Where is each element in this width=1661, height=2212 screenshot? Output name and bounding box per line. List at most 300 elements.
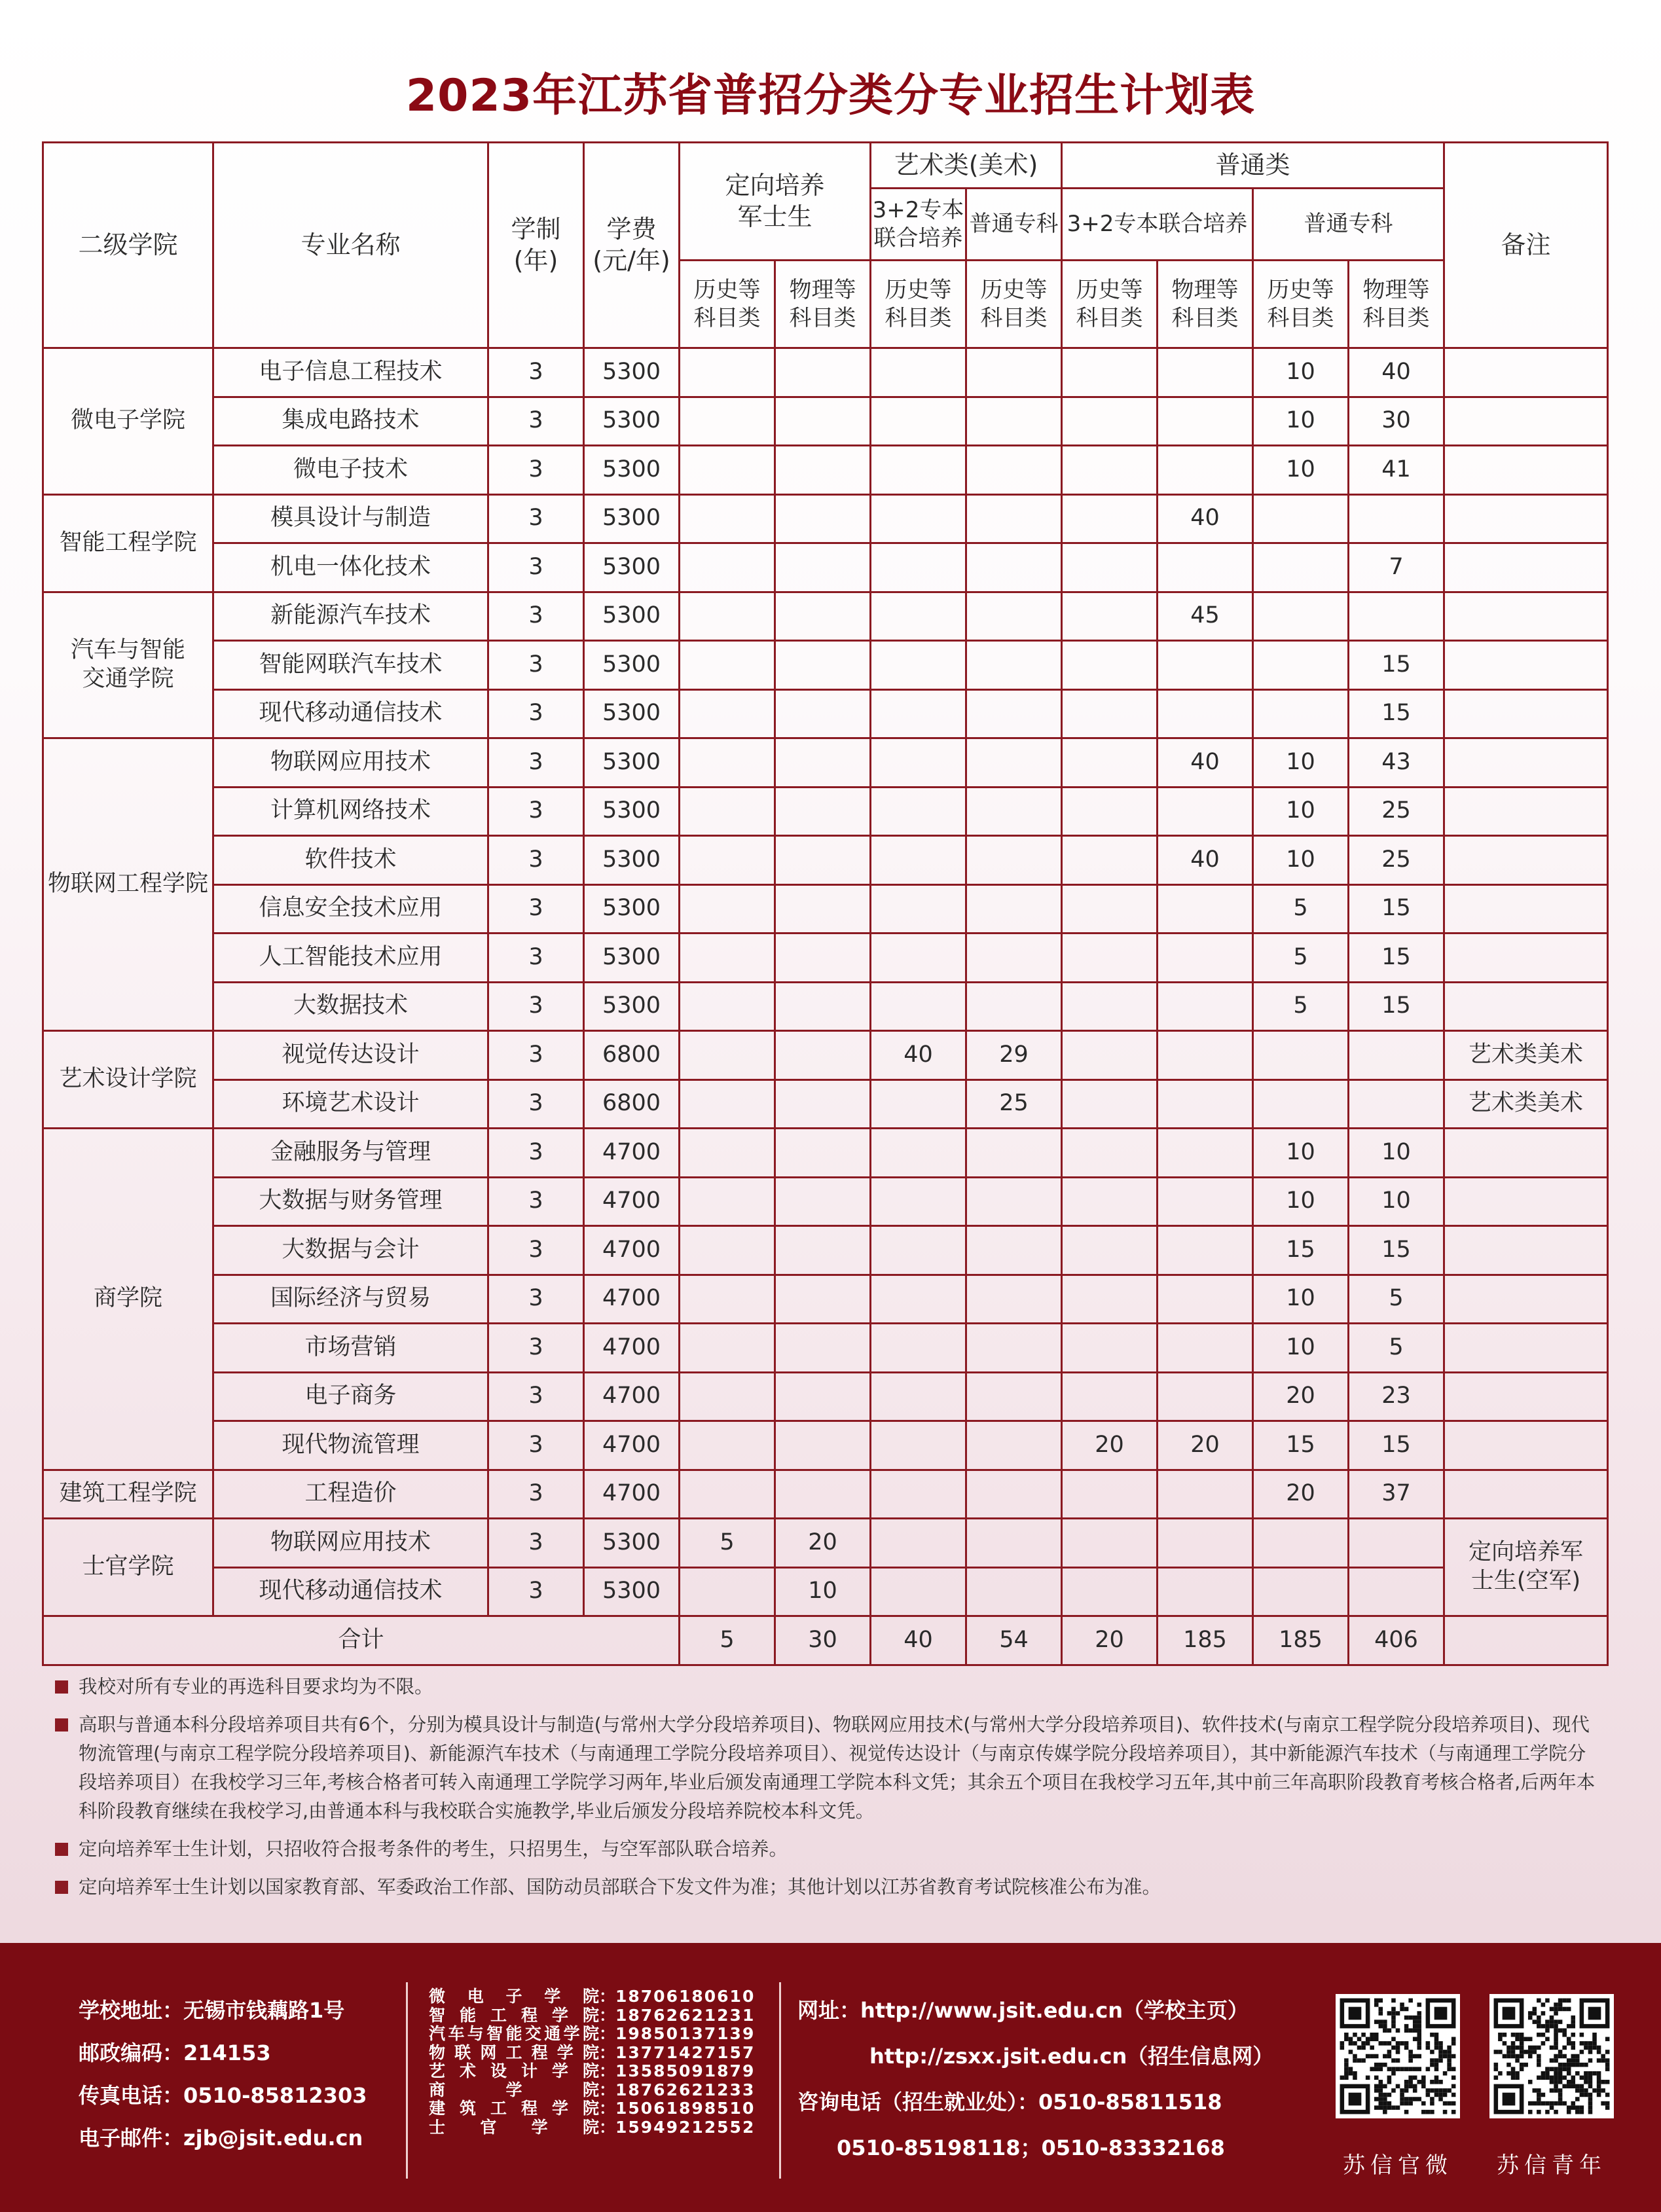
cell-g32h [1062,884,1158,934]
cell-gnh: 10 [1253,1177,1349,1226]
cell-a32h [871,689,966,738]
table-row [43,446,1608,495]
cell-g32p [1158,934,1253,983]
contact-row: 汽车与智能交通学院 ： 19850137139 [429,2024,756,2043]
contact-phone: 13771427157 [615,2042,756,2062]
cell-fee: 5300 [584,1519,680,1568]
cell-fee: 5300 [584,348,680,397]
cell-g32p: 40 [1158,836,1253,885]
note-item: 定向培养军士生计划，只招收符合报考条件的考生，只招男生，与空军部队联合培养。 [52,1835,1604,1864]
cell-years: 3 [488,1031,584,1080]
cell-years: 3 [488,836,584,885]
cell-gnh [1253,592,1349,641]
cell-mh [680,641,775,690]
total-gnp: 406 [1349,1616,1444,1665]
cell-g32h [1062,738,1158,788]
contact-phone: 15949212552 [615,2117,756,2137]
header-physics-subjects: 物理等 科目类 [775,261,871,348]
college-name: 汽车与智能交通学院 [43,592,213,738]
cell-gnp: 25 [1349,787,1444,836]
cell-gnh: 10 [1253,348,1349,397]
cell-g32h [1062,1519,1158,1568]
table-row [43,884,1608,934]
cell-anh [966,1129,1062,1178]
cell-years: 3 [488,1324,584,1373]
cell-fee: 4700 [584,1470,680,1519]
website-main[interactable]: 网址：http://www.jsit.edu.cn（学校主页） [797,1998,1249,2023]
cell-mh [680,1079,775,1129]
cell-mh [680,446,775,495]
contact-college: 物联网工程学院 [429,2042,599,2062]
cell-major: 模具设计与制造 [213,494,488,543]
cell-gnh: 10 [1253,787,1349,836]
cell-g32p [1158,1129,1253,1178]
cell-remark [1444,1372,1608,1421]
cell-g32h [1062,787,1158,836]
cell-years: 3 [488,982,584,1031]
cell-gnp [1349,494,1444,543]
cell-gnh [1253,494,1349,543]
cell-a32h [871,1275,966,1324]
header-history-subjects: 历史等 科目类 [1062,261,1158,348]
cell-remark [1444,641,1608,690]
cell-fee: 5300 [584,738,680,788]
cell-years: 3 [488,1567,584,1616]
cell-g32p [1158,982,1253,1031]
cell-years: 3 [488,397,584,446]
cell-remark [1444,1421,1608,1470]
cell-major: 电子信息工程技术 [213,348,488,397]
cell-gnp: 43 [1349,738,1444,788]
total-row [43,1616,1608,1665]
email[interactable]: 电子邮件：zjb@jsit.edu.cn [79,2126,363,2150]
table-row [43,543,1608,592]
college-name: 艺术设计学院 [43,1031,213,1129]
note-item: 我校对所有专业的再选科目要求均为不限。 [52,1673,1604,1701]
cell-major: 现代物流管理 [213,1421,488,1470]
cell-fee: 5300 [584,397,680,446]
cell-remark: 艺术类美术 [1444,1031,1608,1080]
cell-anh [966,1470,1062,1519]
contact-phone: 13585091879 [615,2061,756,2080]
cell-anh [966,1519,1062,1568]
cell-gnp [1349,592,1444,641]
cell-fee: 4700 [584,1129,680,1178]
cell-a32h [871,1567,966,1616]
qr-code-icon[interactable] [1336,1994,1460,2118]
table-row [43,592,1608,641]
cell-mh [680,934,775,983]
header-college: 二级学院 [43,143,213,348]
website-admissions[interactable]: http://zsxx.jsit.edu.cn（招生信息网） [869,2044,1274,2069]
cell-g32h [1062,982,1158,1031]
cell-g32h [1062,836,1158,885]
cell-anh: 25 [966,1079,1062,1129]
cell-g32p [1158,787,1253,836]
contact-college: 士官学院 [429,2117,599,2137]
header-general-32: 3+2专本联合培养 [1062,189,1253,261]
cell-anh [966,738,1062,788]
cell-remark [1444,446,1608,495]
cell-g32h [1062,494,1158,543]
cell-g32p [1158,884,1253,934]
college-name: 物联网工程学院 [43,738,213,1031]
fax: 传真电话：0510-85812303 [79,2083,367,2108]
cell-g32h [1062,934,1158,983]
table-row [43,738,1608,788]
cell-mp: 10 [775,1567,871,1616]
cell-mh [680,543,775,592]
cell-mh [680,884,775,934]
page-title: 2023年江苏省普招分类分专业招生计划表 [405,70,1256,122]
cell-gnh: 10 [1253,1275,1349,1324]
cell-mh: 5 [680,1519,775,1568]
cell-anh [966,1372,1062,1421]
table-row [43,397,1608,446]
cell-fee: 5300 [584,934,680,983]
cell-remark [1444,1226,1608,1275]
cell-g32p [1158,1567,1253,1616]
cell-fee: 5300 [584,982,680,1031]
cell-a32h [871,738,966,788]
cell-gnh: 15 [1253,1421,1349,1470]
cell-mh [680,1177,775,1226]
table-row [43,1275,1608,1324]
cell-major: 物联网应用技术 [213,1519,488,1568]
cell-anh [966,836,1062,885]
cell-gnp [1349,1079,1444,1129]
cell-g32p [1158,1226,1253,1275]
cell-gnh: 20 [1253,1470,1349,1519]
cell-mp [775,397,871,446]
cell-years: 3 [488,1372,584,1421]
contact-row: 士官学院 ： 15949212552 [429,2117,756,2137]
total-mh: 5 [680,1616,775,1665]
cell-years: 3 [488,738,584,788]
header-art: 艺术类(美术) [871,143,1062,189]
cell-gnh [1253,1567,1349,1616]
cell-a32h [871,1470,966,1519]
cell-g32h [1062,1177,1158,1226]
total-mp: 30 [775,1616,871,1665]
cell-fee: 5300 [584,787,680,836]
cell-anh [966,982,1062,1031]
cell-g32p: 20 [1158,1421,1253,1470]
table-row [43,641,1608,690]
header-general-normal: 普通专科 [1253,189,1444,261]
cell-g32p [1158,1470,1253,1519]
table-row [43,787,1608,836]
cell-a32h [871,446,966,495]
contact-row: 微电子学院 ： 18706180610 [429,1987,756,2006]
cell-gnp [1349,1031,1444,1080]
cell-major: 集成电路技术 [213,397,488,446]
cell-mp [775,982,871,1031]
qr-caption: 苏信青年 [1497,2152,1607,2179]
cell-gnp: 23 [1349,1372,1444,1421]
cell-major: 大数据与会计 [213,1226,488,1275]
cell-remark: 定向培养军士生(空军) [1444,1519,1608,1616]
cell-anh [966,397,1062,446]
cell-anh [966,446,1062,495]
contact-phone: 15061898510 [615,2099,756,2118]
cell-years: 3 [488,1421,584,1470]
cell-gnp: 15 [1349,934,1444,983]
cell-major: 现代移动通信技术 [213,1567,488,1616]
cell-gnp: 15 [1349,982,1444,1031]
contact-phone: 18706180610 [615,1987,756,2006]
divider [406,1982,408,2179]
divider [779,1982,781,2179]
cell-remark [1444,934,1608,983]
cell-years: 3 [488,787,584,836]
cell-g32h [1062,446,1158,495]
table-row [43,1324,1608,1373]
cell-anh [966,1421,1062,1470]
cell-years: 3 [488,543,584,592]
cell-mh [680,738,775,788]
cell-anh [966,1177,1062,1226]
cell-fee: 4700 [584,1177,680,1226]
cell-anh [966,1275,1062,1324]
cell-mp [775,1031,871,1080]
cell-mh [680,1226,775,1275]
contact-college: 艺术设计学院 [429,2061,599,2080]
cell-fee: 5300 [584,446,680,495]
cell-mp [775,836,871,885]
header-art-32: 3+2专本 联合培养 [871,189,966,261]
cell-gnp: 10 [1349,1129,1444,1178]
school-info [79,1994,367,2164]
cell-major: 市场营销 [213,1324,488,1373]
cell-fee: 5300 [584,884,680,934]
cell-anh [966,1324,1062,1373]
college-name: 士官学院 [43,1519,213,1616]
header-fee: 学费 (元/年) [584,143,680,348]
cell-a32h [871,592,966,641]
cell-mp [775,1275,871,1324]
cell-gnp: 25 [1349,836,1444,885]
cell-fee: 5300 [584,689,680,738]
cell-g32h [1062,1275,1158,1324]
header-history-subjects: 历史等 科目类 [966,261,1062,348]
notes-section [52,1673,1604,1911]
cell-major: 信息安全技术应用 [213,884,488,934]
cell-gnh: 10 [1253,738,1349,788]
cell-fee: 6800 [584,1031,680,1080]
cell-a32h [871,884,966,934]
cell-mp [775,689,871,738]
total-gnh: 185 [1253,1616,1349,1665]
contact-college: 汽车与智能交通学院 [429,2024,599,2043]
cell-g32h [1062,1470,1158,1519]
cell-major: 大数据技术 [213,982,488,1031]
cell-a32h [871,836,966,885]
cell-major: 物联网应用技术 [213,738,488,788]
cell-gnp: 10 [1349,1177,1444,1226]
contact-row: 物联网工程学院 ： 13771427157 [429,2042,756,2062]
footer [0,1943,1661,2212]
note-item: 高职与普通本科分段培养项目共有6个，分别为模具设计与制造(与常州大学分段培养项目)、物联网应用技术(与常州大学分段培养项目)、软件技术(与南京工程学院分段培养项目)、现代物流管理(与南京工程学院分段培养项目)、新能源汽车技术（与南通理工学院分段培养项目）、视觉传达设计（与南京传媒学院分段培养项目），其中新能源汽车技术（与南通理工学院分段培养项目）在我校学习三年,考核合格者可转入南通理工学院学习两年,毕业后颁发南通理工学院本科文凭；其余五个项目在我校学习五年,其中前三年高职阶段教育考核合格者,后两年本科阶段教育继续在我校学习,由普通本科与我校联合实施教学,毕业后颁发分段培养院校本科文凭。 [52,1711,1604,1826]
header-remark: 备注 [1444,143,1608,348]
table-row [43,1226,1608,1275]
header-physics-subjects: 物理等 科目类 [1349,261,1444,348]
header-history-subjects: 历史等 科目类 [680,261,775,348]
cell-fee: 5300 [584,1567,680,1616]
cell-g32h [1062,689,1158,738]
cell-anh [966,1226,1062,1275]
header-military: 定向培养 军士生 [680,143,871,261]
cell-gnh [1253,543,1349,592]
cell-major: 金融服务与管理 [213,1129,488,1178]
cell-mh [680,982,775,1031]
header-history-subjects: 历史等 科目类 [871,261,966,348]
cell-g32p: 40 [1158,494,1253,543]
qr-code-icon[interactable] [1489,1994,1614,2118]
cell-fee: 5300 [584,641,680,690]
cell-g32h [1062,1079,1158,1129]
cell-gnp: 37 [1349,1470,1444,1519]
cell-a32h [871,787,966,836]
cell-remark [1444,1275,1608,1324]
cell-fee: 4700 [584,1421,680,1470]
table-row [43,1372,1608,1421]
enrollment-plan-table [42,141,1609,1666]
cell-years: 3 [488,884,584,934]
cell-gnp: 30 [1349,397,1444,446]
cell-g32h [1062,1129,1158,1178]
cell-years: 3 [488,1470,584,1519]
table-row [43,1519,1608,1568]
cell-mp [775,738,871,788]
college-name: 智能工程学院 [43,494,213,592]
cell-fee: 5300 [584,592,680,641]
cell-fee: 4700 [584,1275,680,1324]
contact-college: 智能工程学院 [429,2005,599,2025]
cell-g32h [1062,1324,1158,1373]
address: 学校地址：无锡市钱藕路1号 [79,1998,345,2023]
college-name: 建筑工程学院 [43,1470,213,1519]
contact-phone: 18762621231 [615,2005,756,2025]
cell-major: 计算机网络技术 [213,787,488,836]
cell-mh [680,787,775,836]
cell-a32h [871,1177,966,1226]
cell-a32h [871,641,966,690]
cell-mh [680,1129,775,1178]
cell-a32h [871,982,966,1031]
cell-g32p [1158,1372,1253,1421]
cell-gnp: 15 [1349,641,1444,690]
cell-fee: 5300 [584,494,680,543]
cell-fee: 5300 [584,543,680,592]
cell-a32h [871,1226,966,1275]
cell-mh [680,397,775,446]
cell-mh [680,689,775,738]
cell-mp [775,494,871,543]
cell-anh [966,348,1062,397]
cell-mp [775,543,871,592]
cell-g32p [1158,397,1253,446]
cell-remark [1444,1129,1608,1178]
cell-gnh: 5 [1253,934,1349,983]
college-contacts [429,1987,755,2137]
cell-mh [680,1470,775,1519]
cell-mh [680,494,775,543]
cell-g32p [1158,348,1253,397]
cell-g32p [1158,1031,1253,1080]
cell-g32p: 40 [1158,738,1253,788]
cell-g32p [1158,446,1253,495]
cell-fee: 4700 [584,1226,680,1275]
cell-major: 人工智能技术应用 [213,934,488,983]
total-g32p: 185 [1158,1616,1253,1665]
cell-mp [775,1079,871,1129]
cell-remark [1444,397,1608,446]
table-row [43,689,1608,738]
cell-mh [680,348,775,397]
contact-row: 艺术设计学院 ： 13585091879 [429,2061,756,2080]
bullet-square-icon [55,1881,68,1894]
cell-gnh: 10 [1253,1324,1349,1373]
cell-gnp: 15 [1349,1421,1444,1470]
table-row [43,1470,1608,1519]
table-row [43,1567,1608,1616]
cell-years: 3 [488,494,584,543]
cell-g32h [1062,543,1158,592]
cell-a32h [871,1519,966,1568]
cell-years: 3 [488,1275,584,1324]
cell-g32h [1062,1031,1158,1080]
contact-phone: 18762621233 [615,2080,756,2099]
cell-gnh: 15 [1253,1226,1349,1275]
cell-remark [1444,836,1608,885]
cell-fee: 6800 [584,1079,680,1129]
cell-g32h [1062,592,1158,641]
cell-anh [966,1567,1062,1616]
cell-mh [680,1324,775,1373]
cell-gnp [1349,1567,1444,1616]
header-general: 普通类 [1062,143,1444,189]
cell-remark [1444,1470,1608,1519]
cell-major: 电子商务 [213,1372,488,1421]
table-row [43,494,1608,543]
table-row [43,934,1608,983]
cell-g32p [1158,543,1253,592]
cell-mp [775,1470,871,1519]
header-physics-subjects: 物理等 科目类 [1158,261,1253,348]
cell-major: 智能网联汽车技术 [213,641,488,690]
cell-remark [1444,1324,1608,1373]
cell-anh [966,641,1062,690]
table-row [43,1421,1608,1470]
cell-years: 3 [488,641,584,690]
cell-gnh: 5 [1253,982,1349,1031]
table-row [43,1177,1608,1226]
cell-major: 工程造价 [213,1470,488,1519]
cell-mp [775,1421,871,1470]
cell-gnp: 15 [1349,689,1444,738]
cell-g32h [1062,1372,1158,1421]
cell-gnh [1253,1031,1349,1080]
cell-a32h [871,543,966,592]
cell-mp [775,1226,871,1275]
web-and-consult [797,1994,1273,2177]
table-row [43,1079,1608,1129]
cell-g32p [1158,1275,1253,1324]
cell-years: 3 [488,1519,584,1568]
cell-fee: 4700 [584,1324,680,1373]
cell-a32h [871,1079,966,1129]
